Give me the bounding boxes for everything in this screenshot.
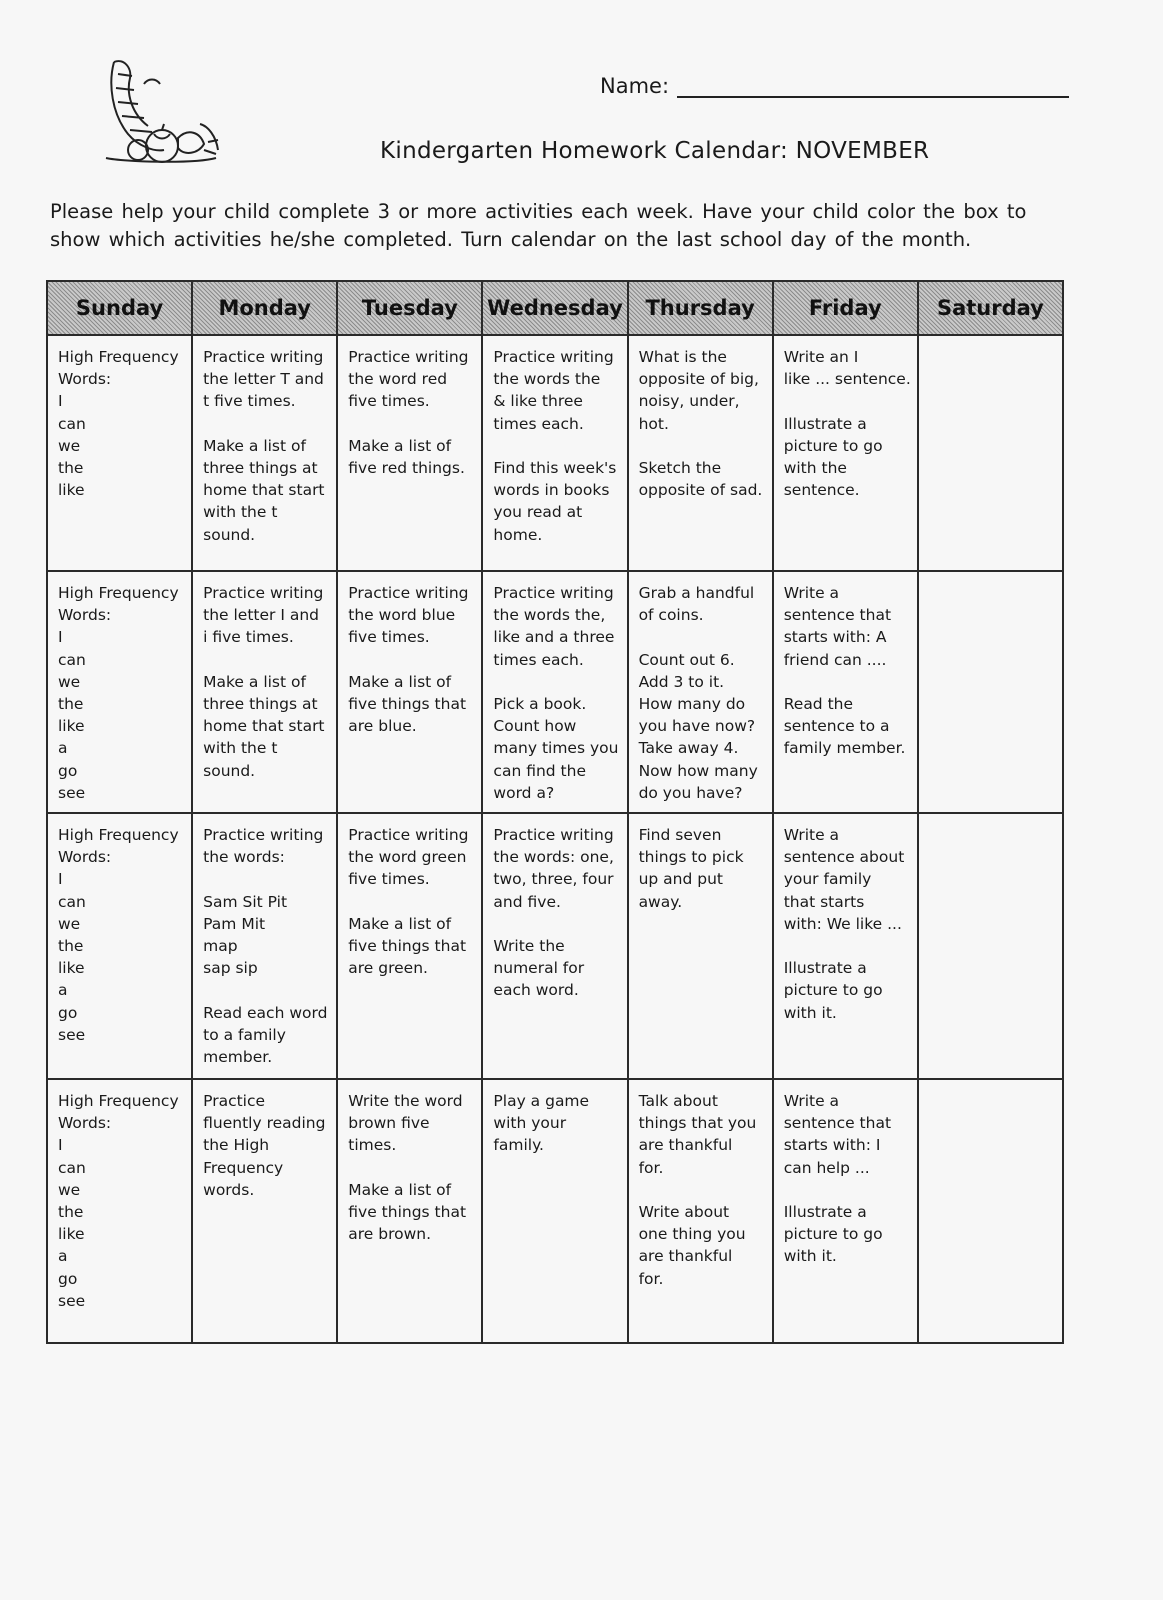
activity-cell-friday[interactable]: Write a sentence that starts with: A friend can .... Read the sentence to a family member. xyxy=(773,571,918,813)
activity-cell-thursday[interactable]: Talk about things that you are thankful for. Write about one thing you are thankful for. xyxy=(628,1079,773,1343)
activity-cell-wednesday[interactable]: Play a game with your family. xyxy=(482,1079,627,1343)
activity-cell-monday[interactable]: Practice writing the words: Sam Sit Pit Pam Mit map sap sip Read each word to a family member. xyxy=(192,813,337,1079)
activity-cell-tuesday[interactable]: Practice writing the word red five times. Make a list of five red things. xyxy=(337,335,482,571)
activity-cell-sunday[interactable]: High Frequency Words: I can we the like a go see xyxy=(47,1079,192,1343)
calendar-header-row xyxy=(47,281,1063,335)
activity-cell-thursday[interactable]: What is the opposite of big, noisy, under, hot. Sketch the opposite of sad. xyxy=(628,335,773,571)
activity-cell-saturday[interactable] xyxy=(918,813,1063,1079)
activity-cell-tuesday[interactable]: Write the word brown five times. Make a list of five things that are brown. xyxy=(337,1079,482,1343)
day-header-friday: Friday xyxy=(773,281,918,335)
activity-cell-monday[interactable]: Practice writing the letter T and t five times. Make a list of three things at home that start with the t sound. xyxy=(192,335,337,571)
activity-cell-friday[interactable]: Write a sentence that starts with: I can help ... Illustrate a picture to go with it. xyxy=(773,1079,918,1343)
activity-cell-tuesday[interactable]: Practice writing the word blue five times. Make a list of five things that are blue. xyxy=(337,571,482,813)
name-blank-line[interactable] xyxy=(677,72,1069,98)
name-field[interactable] xyxy=(600,72,1069,98)
day-header-sunday: Sunday xyxy=(47,281,192,335)
day-header-thursday: Thursday xyxy=(628,281,773,335)
activity-cell-monday[interactable]: Practice fluently reading the High Frequency words. xyxy=(192,1079,337,1343)
activity-cell-friday[interactable]: Write a sentence about your family that starts with: We like ... Illustrate a picture to go with it. xyxy=(773,813,918,1079)
page-title: Kindergarten Homework Calendar: NOVEMBER xyxy=(380,138,930,164)
calendar-week-row xyxy=(47,335,1063,571)
activity-cell-sunday[interactable]: High Frequency Words: I can we the like xyxy=(47,335,192,571)
activity-cell-saturday[interactable] xyxy=(918,1079,1063,1343)
activity-cell-saturday[interactable] xyxy=(918,571,1063,813)
calendar-week-row xyxy=(47,571,1063,813)
activity-cell-thursday[interactable]: Grab a handful of coins. Count out 6. Add 3 to it. How many do you have now? Take away 4. Now how many do you have? xyxy=(628,571,773,813)
activity-cell-sunday[interactable]: High Frequency Words: I can we the like a go see xyxy=(47,813,192,1079)
day-header-tuesday: Tuesday xyxy=(337,281,482,335)
name-label: Name: xyxy=(600,74,670,98)
day-header-wednesday: Wednesday xyxy=(482,281,627,335)
instructions-text: Please help your child complete 3 or more activities each week. Have your child color the box to show which activities he/she completed. Turn calendar on the last school day of the month. xyxy=(50,200,1027,251)
activity-cell-tuesday[interactable]: Practice writing the word green five times. Make a list of five things that are green. xyxy=(337,813,482,1079)
activity-cell-saturday[interactable] xyxy=(918,335,1063,571)
activity-cell-sunday[interactable]: High Frequency Words: I can we the like a go see xyxy=(47,571,192,813)
homework-calendar-table xyxy=(46,280,1064,1344)
activity-cell-friday[interactable]: Write an I like ... sentence. Illustrate a picture to go with the sentence. xyxy=(773,335,918,571)
activity-cell-thursday[interactable]: Find seven things to pick up and put away. xyxy=(628,813,773,1079)
activity-cell-wednesday[interactable]: Practice writing the words the, like and a three times each. Pick a book. Count how many times you can find the word a? xyxy=(482,571,627,813)
day-header-saturday: Saturday xyxy=(918,281,1063,335)
cornucopia-icon xyxy=(104,54,222,166)
day-header-monday: Monday xyxy=(192,281,337,335)
activity-cell-wednesday[interactable]: Practice writing the words the & like three times each. Find this week's words in books you read at home. xyxy=(482,335,627,571)
activity-cell-wednesday[interactable]: Practice writing the words: one, two, three, four and five. Write the numeral for each word. xyxy=(482,813,627,1079)
calendar-week-row xyxy=(47,813,1063,1079)
calendar-week-row xyxy=(47,1079,1063,1343)
activity-cell-monday[interactable]: Practice writing the letter I and i five times. Make a list of three things at home that start with the t sound. xyxy=(192,571,337,813)
